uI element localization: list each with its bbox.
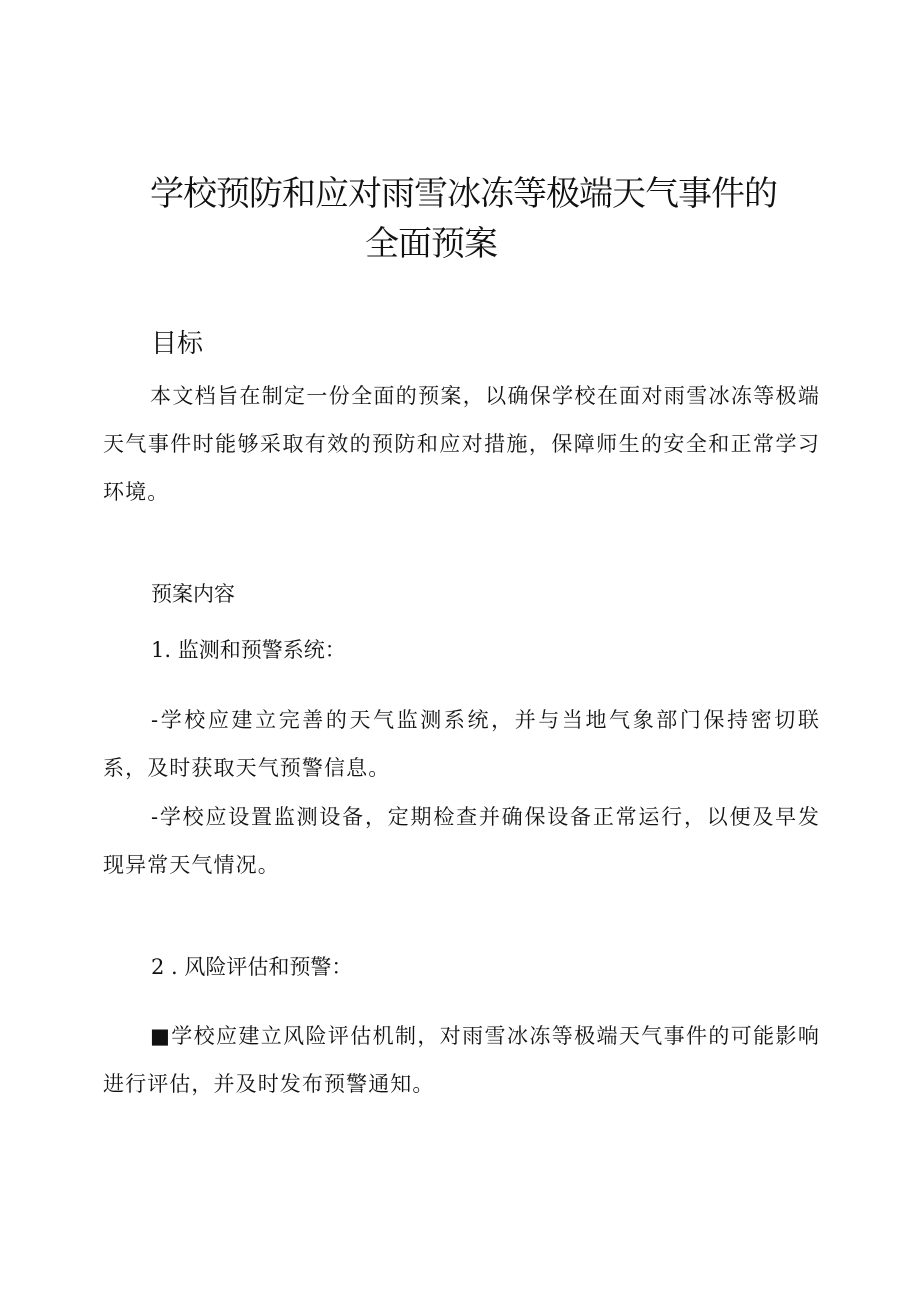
section-1-item-2: -学校应设置监测设备，定期检查并确保设备正常运行，以便及早发现异常天气情况。 xyxy=(103,805,820,877)
goal-heading: 目标 xyxy=(151,329,204,359)
section-2-heading: 2 . 风险评估和预警： xyxy=(151,955,353,979)
section-2-item-1: ■学校应建立风险评估机制，对雨雪冰冻等极端天气事件的可能影响进行评估，并及时发布预警通知。 xyxy=(103,1024,820,1096)
document-title-line-2: 全面预案 xyxy=(365,224,497,264)
document-title-line-1: 学校预防和应对雨雪冰冻等极端天气事件的 xyxy=(150,174,777,214)
section-1-heading: 1. 监测和预警系统： xyxy=(151,638,346,662)
goal-paragraph: 本文档旨在制定一份全面的预案，以确保学校在面对雨雪冰冻等极端天气事件时能够采取有效的预防和应对措施，保障师生的安全和正常学习环境。 xyxy=(103,384,820,504)
content-heading: 预案内容 xyxy=(151,582,235,606)
section-1-item-1: -学校应建立完善的天气监测系统，并与当地气象部门保持密切联系，及时获取天气预警信息。 xyxy=(103,708,820,780)
